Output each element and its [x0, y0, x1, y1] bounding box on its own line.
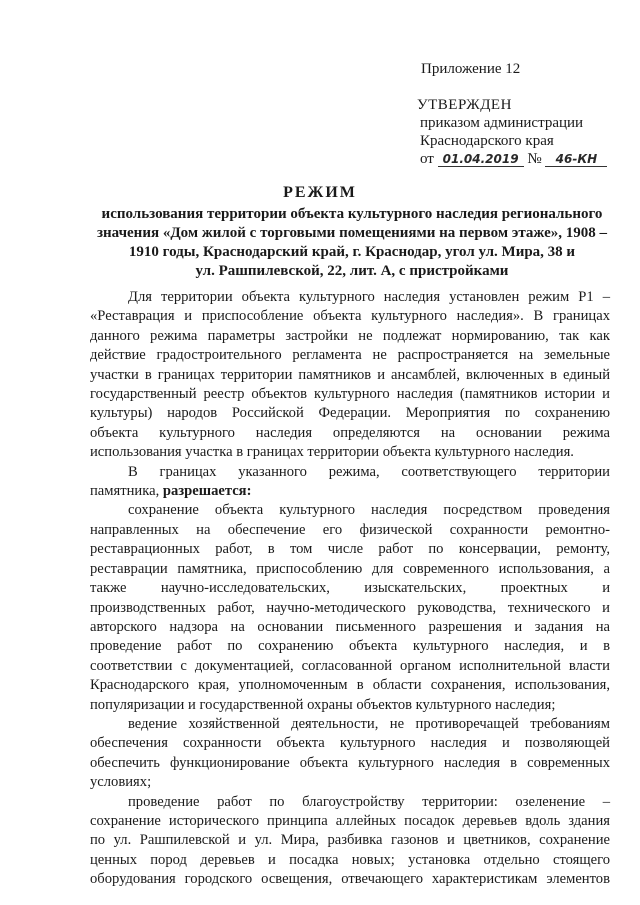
paragraph-3-line: авторского надзора на основании письменного разрешения и задания на	[90, 618, 610, 635]
paragraph-1-line: действие градостроительного регламента не распространяется на земельные	[90, 347, 610, 364]
order-by-label: приказом администрации	[420, 115, 584, 131]
paragraph-5-line: по ул. Рашпилевской и ул. Мира, разбивка газонов и цветников, сохранение	[90, 832, 610, 849]
paragraph-5-line: проведение работ по благоустройству территории: озеленение –	[128, 793, 610, 810]
paragraph-5-line: оборудования городского освещения, отвечающего характеристикам элементов	[90, 871, 610, 888]
order-date-number	[417, 150, 607, 168]
paragraph-1-line: использования участка в границах территории объекта культурного наследия.	[90, 444, 574, 461]
paragraph-3-line: направленных на обеспечение его физической сохранности ремонтно-	[90, 521, 610, 538]
paragraph-1-line: государственный реестр объектов культурного наследия (памятников истории и	[90, 386, 610, 403]
handwritten-number: 46-КН	[545, 152, 607, 167]
paragraph-1-line: «Реставрация и приспособление объекта культурного наследия». В границах	[90, 308, 610, 325]
paragraph-1-line: Для территории объекта культурного наследия установлен режим Р1 –	[128, 289, 610, 305]
paragraph-3-line: также научно-исследовательских, изыскательских, проектных и	[90, 580, 610, 597]
subtitle-line: 1910 годы, Краснодарский край, г. Краснодар, угол ул. Мира, 38 и	[128, 244, 576, 260]
number-sign: №	[527, 151, 542, 167]
paragraph-2-line	[90, 482, 610, 501]
document-body	[90, 288, 610, 890]
paragraph-1-line: данного режима параметры застройки не подлежат нормированию, так как	[90, 327, 610, 344]
approved-label: УТВЕРЖДЕН	[417, 97, 512, 113]
approval-block	[417, 96, 607, 168]
paragraph-4-line: обеспечения сохранности объекта культурного наследия и позволяющей	[90, 735, 610, 752]
from-prefix: от	[420, 151, 434, 167]
appendix-label: Приложение 12	[421, 61, 521, 77]
paragraph-5-line: ценных пород деревьев и посадка новых; установка отдельно стоящего	[90, 851, 610, 868]
paragraph-3-line: популяризации и государственной охраны объектов культурного наследия;	[90, 696, 556, 713]
allowed-label: разрешается:	[162, 483, 252, 500]
paragraph-3-line: проведение работ по сохранению объекта культурного наследия, и в	[90, 638, 610, 655]
paragraph-2-line: В границах указанного режима, соответствующего территории	[128, 463, 610, 480]
subtitle-line: значения «Дом жилой с торговыми помещениями на первом этаже», 1908 –	[97, 225, 607, 241]
paragraph-4-line: ведение хозяйственной деятельности, не противоречащей требованиям	[128, 715, 610, 732]
paragraph-5-line: сохранение исторического принципа аллейных посадок деревьев вдоль здания	[90, 812, 610, 829]
subtitle-line: использования территории объекта культурного наследия регионального	[101, 206, 603, 222]
paragraph-3-line: сохранение объекта культурного наследия посредством проведения	[128, 502, 610, 519]
paragraph-3-line: реставрационных работ, в том числе работ по консервации, ремонту,	[90, 541, 610, 558]
subtitle-line: ул. Рашпилевской, 22, лит. А, с пристройками	[195, 263, 509, 279]
paragraph-1-line: культуры) народов Российской Федерации. Мероприятия по сохранению	[90, 405, 610, 422]
paragraph-3-line: производственных работ, научно-методического руководства, технического и	[90, 599, 610, 616]
paragraph-4-line: обеспечить функционирование объекта культурного наследия в современных	[90, 754, 610, 771]
paragraph-4-line: условиях;	[90, 774, 152, 791]
document-subtitle	[88, 205, 616, 281]
paragraph-2-prefix: памятника,	[90, 483, 163, 500]
region-label: Краснодарского края	[420, 133, 554, 149]
handwritten-date: 01.04.2019	[438, 152, 524, 167]
paragraph-3-line: соответствии с документацией, согласованной органом исполнительной власти	[90, 657, 610, 674]
paragraph-1-line: объекта культурного наследия определяются на основании режима	[90, 424, 610, 441]
paragraph-1-line: участки в границах территории памятников и ансамблей, включенных в единый	[90, 366, 610, 383]
document-title: РЕЖИМ	[283, 184, 357, 201]
paragraph-3-line: Краснодарского края, уполномоченным в области сохранения, использования,	[90, 677, 610, 694]
paragraph-3-line: реставрации памятника, приспособлению для современного использования, а	[90, 560, 610, 577]
